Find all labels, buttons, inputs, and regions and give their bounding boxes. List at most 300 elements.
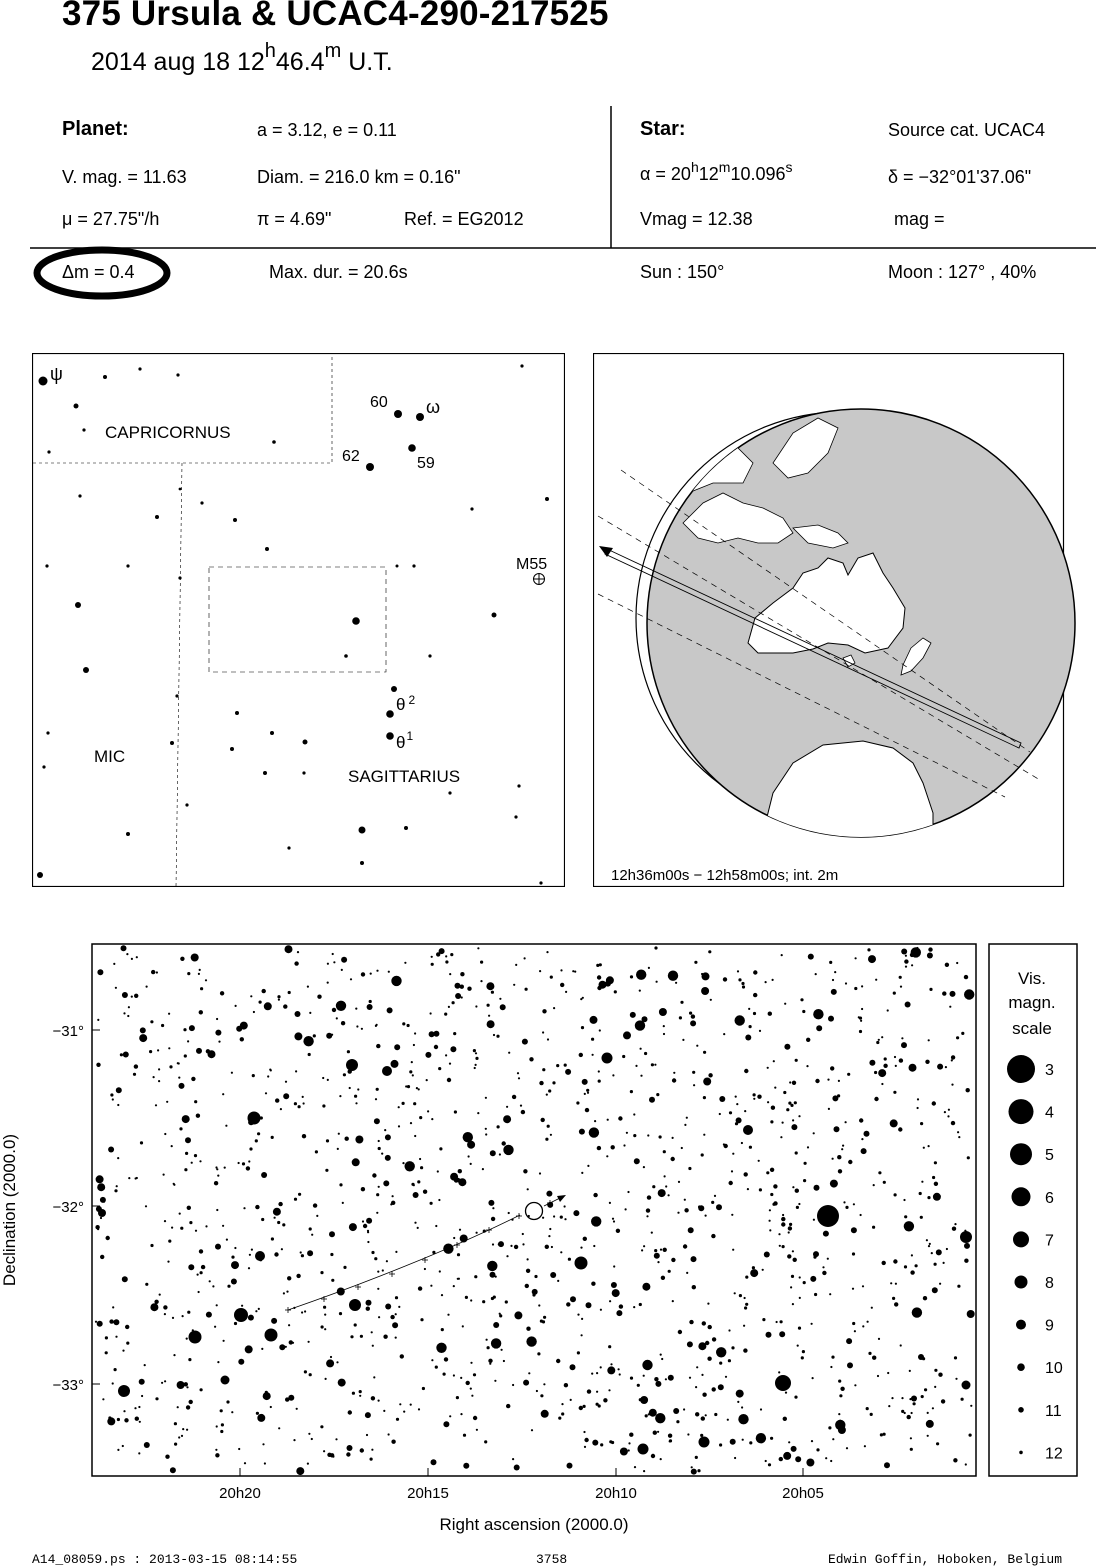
- field-star: [295, 1070, 297, 1072]
- field-star: [784, 1003, 786, 1005]
- field-star: [619, 1304, 623, 1308]
- field-star: [736, 1117, 742, 1123]
- field-star: [723, 1033, 725, 1035]
- field-star: [936, 1442, 939, 1445]
- field-star: [303, 1036, 313, 1046]
- field-star: [689, 1377, 691, 1379]
- field-star: [934, 1386, 936, 1388]
- field-star: [174, 1443, 177, 1446]
- field-star: [888, 1405, 890, 1407]
- field-star: [767, 1067, 769, 1069]
- field-star: [97, 1183, 105, 1191]
- field-star: [360, 1335, 363, 1338]
- field-star: [371, 1251, 374, 1254]
- bright-star: [265, 1329, 278, 1342]
- field-star: [730, 1439, 736, 1445]
- field-star: [109, 1319, 113, 1323]
- field-star: [117, 1157, 119, 1159]
- finder-star: [179, 488, 182, 491]
- field-star: [924, 1388, 927, 1391]
- field-star: [828, 1108, 830, 1110]
- field-star: [345, 1137, 349, 1141]
- field-star: [338, 1133, 340, 1135]
- field-star: [200, 987, 203, 990]
- field-star: [744, 1297, 746, 1299]
- field-star: [574, 971, 576, 973]
- field-star: [572, 970, 574, 972]
- field-star: [503, 1360, 505, 1362]
- field-star: [812, 1377, 814, 1379]
- field-star: [548, 1089, 551, 1092]
- field-star: [861, 1148, 867, 1154]
- field-star: [829, 1293, 831, 1295]
- field-star: [336, 1017, 338, 1019]
- field-star: [878, 1039, 880, 1041]
- field-star: [661, 1276, 665, 1280]
- field-star: [678, 1330, 682, 1334]
- info-lines: [0, 0, 1096, 320]
- field-star: [347, 1445, 353, 1451]
- field-star: [503, 1115, 511, 1123]
- field-star: [236, 1026, 242, 1032]
- field-star: [947, 1115, 949, 1117]
- finder-star: [302, 771, 305, 774]
- field-star: [830, 1366, 832, 1368]
- field-star: [197, 1274, 199, 1276]
- field-star: [466, 1381, 470, 1385]
- field-star: [703, 1078, 711, 1086]
- field-star: [846, 1338, 852, 1344]
- field-star: [359, 1395, 361, 1397]
- field-star: [651, 1454, 655, 1458]
- field-star: [324, 1328, 326, 1330]
- field-star: [325, 1378, 327, 1380]
- field-star: [271, 1237, 274, 1240]
- scale-label: 5: [1045, 1147, 1054, 1165]
- field-star: [773, 1184, 777, 1188]
- field-star: [695, 1456, 698, 1459]
- field-star: [265, 1391, 268, 1394]
- field-star: [184, 1382, 188, 1386]
- field-star: [774, 1087, 776, 1089]
- field-star: [352, 1158, 360, 1166]
- bright-star: [638, 1444, 649, 1455]
- field-star: [350, 978, 352, 980]
- field-star: [961, 1032, 964, 1035]
- field-star: [969, 1434, 972, 1437]
- field-star: [895, 1065, 897, 1067]
- field-star: [894, 1302, 898, 1306]
- field-star: [274, 1252, 278, 1256]
- highlight-ellipse: [37, 250, 167, 296]
- field-star: [249, 1147, 252, 1150]
- field-star: [696, 1366, 698, 1368]
- field-star: [768, 1463, 771, 1466]
- field-star: [361, 1028, 363, 1030]
- field-star: [929, 1243, 931, 1245]
- field-star: [546, 1094, 548, 1096]
- field-star: [545, 1245, 549, 1249]
- field-star: [317, 995, 321, 999]
- field-star: [931, 1252, 933, 1254]
- finder-star: [75, 602, 81, 608]
- star-heading: Star:: [640, 118, 686, 140]
- field-star: [853, 1203, 855, 1205]
- field-star: [682, 1039, 684, 1041]
- field-star: [287, 1276, 291, 1280]
- field-star: [297, 951, 299, 953]
- field-star: [781, 1222, 785, 1226]
- field-star: [728, 1359, 731, 1362]
- field-star: [860, 1020, 862, 1022]
- field-star: [923, 1296, 927, 1300]
- field-star: [803, 1281, 806, 1284]
- field-star: [269, 1069, 271, 1071]
- field-star: [890, 1282, 892, 1284]
- field-star: [926, 1420, 934, 1428]
- field-star: [238, 1359, 244, 1365]
- field-star: [357, 1088, 359, 1090]
- finder-star: [46, 731, 49, 734]
- field-star: [741, 1406, 743, 1408]
- bright-star: [255, 1251, 265, 1261]
- field-star: [781, 1217, 785, 1221]
- field-star: [262, 1443, 264, 1445]
- field-star: [225, 1125, 227, 1127]
- field-star: [894, 1193, 897, 1196]
- field-star: [168, 1013, 170, 1015]
- field-star: [912, 1307, 922, 1317]
- field-star: [702, 1393, 706, 1397]
- field-star: [620, 1448, 628, 1456]
- field-star: [643, 1470, 645, 1472]
- field-star: [326, 1033, 332, 1039]
- field-star: [151, 970, 155, 974]
- field-star: [964, 975, 968, 979]
- field-star: [827, 1258, 829, 1260]
- field-star: [830, 1460, 832, 1462]
- field-star: [846, 1447, 848, 1449]
- field-star: [493, 1034, 495, 1036]
- field-star: [527, 1188, 529, 1190]
- field-star: [134, 994, 138, 998]
- field-star: [179, 1083, 185, 1089]
- field-star: [477, 1112, 479, 1114]
- field-star: [395, 1251, 397, 1253]
- field-star: [561, 1403, 563, 1405]
- field-star: [250, 995, 252, 997]
- field-star: [342, 1005, 344, 1007]
- field-star: [549, 1228, 551, 1230]
- field-star: [816, 1448, 819, 1451]
- field-star: [550, 976, 553, 979]
- field-star: [580, 1247, 582, 1249]
- planet-heading: Planet:: [62, 118, 129, 140]
- field-star: [452, 1001, 455, 1004]
- field-star: [764, 1252, 770, 1258]
- field-star: [788, 1441, 790, 1443]
- field-star: [234, 1322, 237, 1325]
- field-star: [114, 1189, 117, 1192]
- field-star: [524, 957, 526, 959]
- field-star: [884, 1462, 890, 1468]
- bright-star: [221, 1376, 230, 1385]
- field-star: [489, 1363, 491, 1365]
- field-star: [799, 1276, 801, 1278]
- field-star: [387, 1007, 393, 1013]
- field-star: [199, 1010, 203, 1014]
- finder-star: [391, 686, 397, 692]
- field-star: [714, 1195, 716, 1197]
- field-star: [224, 1167, 226, 1169]
- label-60: 60: [370, 394, 388, 411]
- field-star: [556, 1064, 559, 1067]
- label-omega: ω: [426, 397, 441, 417]
- field-star: [475, 1064, 477, 1066]
- field-star: [294, 961, 298, 965]
- field-star: [546, 1191, 552, 1197]
- field-star: [231, 1261, 239, 1269]
- finder-star: [396, 565, 399, 568]
- field-star: [349, 1087, 351, 1089]
- field-star: [169, 1065, 172, 1068]
- field-star: [647, 1134, 649, 1136]
- field-star: [294, 1102, 297, 1105]
- field-star: [367, 1230, 369, 1232]
- field-star: [460, 1413, 462, 1415]
- field-star: [561, 1412, 564, 1415]
- field-star: [753, 970, 757, 974]
- field-star: [735, 1015, 745, 1025]
- field-star: [330, 1253, 333, 1256]
- field-star: [707, 1357, 711, 1361]
- field-star: [692, 1071, 695, 1074]
- label-m55: M55: [516, 556, 548, 573]
- field-star: [637, 1384, 640, 1387]
- field-star: [189, 1400, 193, 1404]
- field-star: [657, 1431, 659, 1433]
- field-star: [226, 1400, 229, 1403]
- field-star: [508, 1212, 510, 1214]
- field-star: [402, 1162, 404, 1164]
- field-star: [158, 1068, 160, 1070]
- field-star: [311, 1438, 313, 1440]
- field-star: [550, 1272, 556, 1278]
- field-star: [655, 1413, 665, 1423]
- field-star: [170, 1467, 176, 1473]
- field-star: [838, 1169, 842, 1173]
- field-star: [165, 1455, 169, 1459]
- field-star: [831, 989, 837, 995]
- field-star: [367, 1241, 369, 1243]
- field-star: [952, 1227, 956, 1231]
- field-star: [164, 1133, 166, 1135]
- bright-star: [575, 1257, 588, 1270]
- field-star: [158, 1080, 160, 1082]
- field-star: [790, 1286, 792, 1288]
- field-star: [597, 1146, 601, 1150]
- field-star: [911, 1254, 913, 1256]
- field-star: [423, 1190, 427, 1194]
- finder-star: [448, 791, 451, 794]
- field-star: [497, 1125, 500, 1128]
- scale-label: 12: [1045, 1445, 1063, 1463]
- field-star: [852, 1288, 854, 1290]
- field-star: [198, 1291, 200, 1293]
- field-star: [904, 959, 908, 963]
- field-star: [220, 991, 224, 995]
- field-star: [769, 1209, 771, 1211]
- field-star: [901, 1397, 903, 1399]
- field-star: [712, 1387, 716, 1391]
- field-star: [391, 976, 401, 986]
- star-mag: mag =: [894, 209, 945, 229]
- field-star: [822, 1271, 826, 1275]
- y-tick: −32°: [52, 1199, 84, 1216]
- field-star: [150, 1303, 158, 1311]
- field-star: [861, 985, 863, 987]
- field-star: [177, 1062, 179, 1064]
- field-star: [513, 984, 515, 986]
- field-star: [552, 1081, 555, 1084]
- field-star: [496, 1035, 499, 1038]
- field-star: [705, 1414, 707, 1416]
- field-star: [163, 1174, 165, 1176]
- field-star: [832, 1438, 834, 1440]
- field-star: [598, 1404, 601, 1407]
- field-star: [278, 1202, 282, 1206]
- field-star: [409, 1070, 412, 1073]
- field-star: [792, 1303, 794, 1305]
- field-star: [660, 1458, 662, 1460]
- field-star: [240, 1037, 244, 1041]
- field-star: [845, 1206, 848, 1209]
- field-star: [270, 1406, 272, 1408]
- field-star: [630, 1377, 633, 1380]
- field-star: [643, 1166, 645, 1168]
- field-star: [677, 1212, 679, 1214]
- field-star: [643, 1375, 645, 1377]
- field-star: [245, 1345, 253, 1353]
- field-star: [729, 1181, 733, 1185]
- field-star: [335, 1438, 337, 1440]
- field-star: [542, 1217, 544, 1219]
- field-star: [425, 1052, 431, 1058]
- field-star: [336, 1001, 346, 1011]
- field-star: [308, 1433, 310, 1435]
- field-star: [450, 953, 453, 956]
- field-star: [581, 1318, 583, 1320]
- field-star: [370, 973, 372, 975]
- field-star: [828, 1426, 831, 1429]
- field-star: [564, 1205, 566, 1207]
- bright-star: [234, 1308, 248, 1322]
- field-star: [701, 1153, 704, 1156]
- field-star: [242, 1162, 245, 1165]
- scale-label: 6: [1045, 1189, 1054, 1207]
- field-star: [719, 1443, 722, 1446]
- field-star: [200, 1388, 203, 1391]
- field-star: [882, 1261, 886, 1265]
- field-star: [911, 1396, 917, 1402]
- field-star: [894, 1056, 896, 1058]
- field-star: [480, 961, 483, 964]
- field-star: [356, 1025, 358, 1027]
- field-star: [909, 1370, 911, 1372]
- field-star: [106, 1236, 110, 1240]
- field-star: [745, 1035, 751, 1041]
- field-star: [439, 1270, 441, 1272]
- field-star: [558, 1417, 561, 1420]
- field-star: [257, 1414, 265, 1422]
- field-star: [845, 982, 847, 984]
- field-star: [324, 1314, 326, 1316]
- field-star: [927, 1196, 930, 1199]
- field-star: [579, 1053, 583, 1057]
- field-star: [443, 1421, 449, 1427]
- field-star: [141, 1395, 143, 1397]
- field-star: [187, 1040, 189, 1042]
- field-star: [957, 1285, 960, 1288]
- field-star: [579, 1406, 583, 1410]
- field-star: [410, 1404, 412, 1406]
- field-star: [649, 1409, 657, 1417]
- field-star: [633, 1134, 636, 1137]
- field-star: [587, 1165, 589, 1167]
- field-star: [365, 1412, 371, 1418]
- field-star: [822, 1266, 824, 1268]
- field-star: [640, 1075, 642, 1077]
- field-star: [374, 1118, 380, 1124]
- field-star: [911, 964, 913, 966]
- planet-orbit: a = 3.12, e = 0.11: [257, 120, 397, 140]
- field-star: [654, 1253, 660, 1259]
- field-star: [772, 979, 774, 981]
- field-star: [954, 1223, 956, 1225]
- field-star: [932, 1176, 935, 1179]
- field-star: [220, 1430, 223, 1433]
- field-star: [234, 1247, 236, 1249]
- field-star: [512, 1458, 514, 1460]
- planet-diameter: Diam. = 216.0 km = 0.16": [257, 167, 461, 187]
- field-star: [431, 1459, 437, 1465]
- planet-vmag: V. mag. = 11.63: [62, 167, 187, 187]
- field-star: [392, 1322, 398, 1328]
- finder-star: [360, 861, 364, 865]
- field-star: [186, 1429, 188, 1431]
- field-star: [949, 1006, 951, 1008]
- field-star: [681, 1147, 683, 1149]
- finder-star: [235, 711, 239, 715]
- field-star: [491, 1338, 501, 1348]
- field-star: [920, 1122, 923, 1125]
- field-star: [801, 1356, 804, 1359]
- field-star: [753, 993, 757, 997]
- field-star: [243, 1207, 245, 1209]
- field-star: [470, 1163, 472, 1165]
- field-star: [883, 1181, 886, 1184]
- field-star: [575, 1213, 578, 1216]
- field-star: [278, 1427, 280, 1429]
- field-star: [627, 1191, 629, 1193]
- field-star: [748, 1008, 750, 1010]
- scale-dot: [1018, 1407, 1024, 1413]
- field-star: [551, 1246, 553, 1248]
- field-star: [742, 985, 745, 988]
- field-star: [540, 1394, 543, 1397]
- field-star: [97, 1019, 99, 1021]
- field-star: [439, 1147, 442, 1150]
